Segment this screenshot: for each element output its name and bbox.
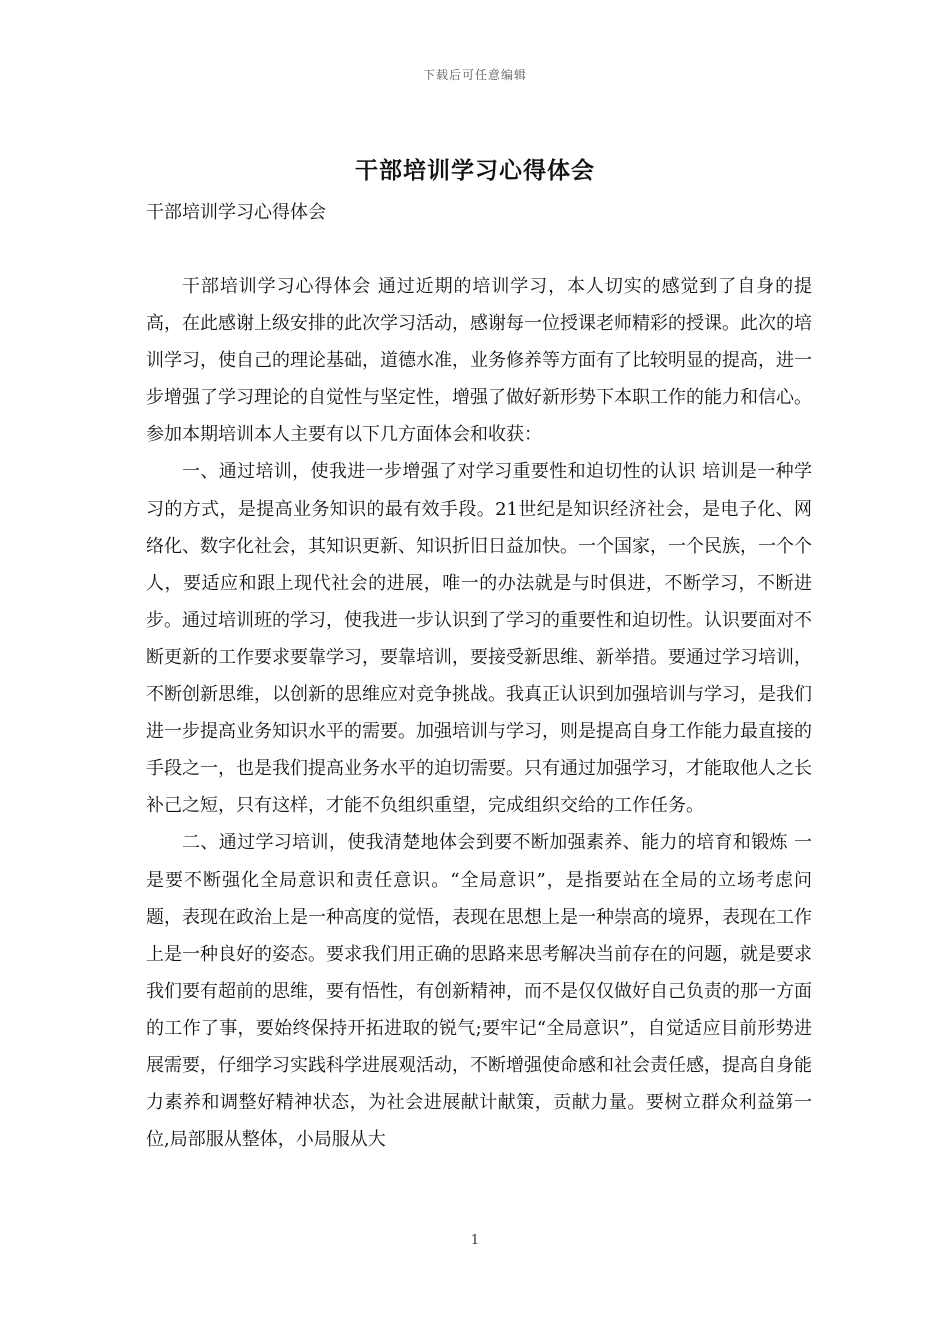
header-note: 下载后可任意编辑 [422,68,527,82]
paragraph-1: 干部培训学习心得体会 通过近期的培训学习，本人切实的感觉到了自身的提高，在此感谢上级安排的此次学习活动，感谢每一位授课老师精彩的授课。此次的培训学习，使自己的理论基础，道德水准，业务修养等方面有了比较明显的提高，进一步增强了学习理论的自觉性与坚定性，增强了做好新形势下本职工作的能力和信心。参加本期培训本人主要有以下几方面体会和收获： [146,276,812,446]
paragraph-3: 二、通过学习培训，使我清楚地体会到要不断加强素养、能力的培育和锻炼 一是要不断强化全局意识和责任意识。“全局意识”，是指要站在全局的立场考虑问题，表现在政治上是一种高度的觉悟，表现在思想上是一种崇高的境界，表现在工作上是一种良好的姿态。要求我们用正确的思路来思考解决当前存在的问题，就是要求我们要有超前的思维，要有悟性，有创新精神，而不是仅仅做好自己负责的那一方面的工作了事，要始终保持开拓进取的锐气;要牢记“全局意识”，自觉适应目前形势进展需要，仔细学习实践科学进展观活动，不断增强使命感和社会责任感，提高自身能力素养和调整好精神状态，为社会进展献计献策，贡献力量。要树立群众利益第一位,局部服从整体，小局服从大 [146,832,812,1151]
paragraph-2: 一、通过培训，使我进一步增强了对学习重要性和迫切性的认识 培训是一种学习的方式，是提高业务知识的最有效手段。21世纪是知识经济社会，是电子化、网络化、数字化社会，其知识更新、知识折旧日益加快。一个国家，一个民族，一个个人，要适应和跟上现代社会的进展，唯一的办法就是与时俱进，不断学习，不断进步。通过培训班的学习，使我进一步认识到了学习的重要性和迫切性。认识要面对不断更新的工作要求要靠学习，要靠培训，要接受新思维、新举措。要通过学习培训，不断创新思维，以创新的思维应对竞争挑战。我真正认识到加强培训与学习，是我们进一步提高业务知识水平的需要。加强培训与学习，则是提高自身工作能力最直接的手段之一，也是我们提高业务水平的迫切需要。只有通过加强学习，才能取他人之长补己之短，只有这样，才能不负组织重望，完成组织交给的工作任务。 [146,461,812,817]
document-subtitle: 干部培训学习心得体会 [146,202,326,223]
page-number: 1 [470,1233,480,1248]
document-body [146,268,812,1158]
document-title: 干部培训学习心得体会 [355,157,595,184]
